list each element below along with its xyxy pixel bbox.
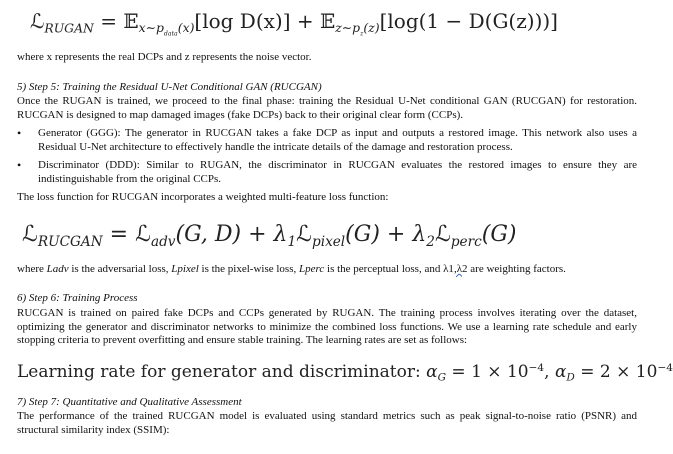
discriminator-bullet-text: Discriminator (DDD): Similar to RUGAN, the discriminator in RUCGAN evaluates the restored images to ensure they are indistinguishable from the original CCPs.: [38, 159, 637, 185]
discriminator-bullet: [17, 159, 637, 187]
step6-heading: 6) Step 6: Training Process: [17, 292, 138, 304]
bullet-dot: •: [17, 126, 22, 140]
bullet-dot: •: [17, 158, 22, 172]
generator-bullet: [17, 127, 637, 155]
generator-bullet-text: Generator (GGG): The generator in RUCGAN takes a fake DCP as input and outputs a restored image. This network also uses a Residual U-Net architecture to effectively handle the intricate details of the damage and restoration process.: [38, 127, 637, 153]
step7-heading: 7) Step 7: Quantitative and Qualitative Assessment: [17, 396, 242, 408]
learning-rate-equation: Learning rate for generator and discriminator: $\alpha_G = 1 \times 10^{-4}$, $\alpha_D = 2 \times 10^{-4}$: [17, 361, 673, 384]
loss-function-intro: The loss function for RUCGAN incorporates a weighted multi-feature loss function:: [17, 191, 389, 203]
where-real-noise-text: where x represents the real DCPs and z represents the noise vector.: [17, 51, 312, 63]
rucgan-loss-equation: ℒ$_{RUCGAN}$ = ℒ$_{adv}$(G, $D) + \lambda_1ℒ_{pixel}(G)$ + $\lambda_2ℒ_{perc}(G)$: [22, 222, 517, 250]
step7-paragraph: The performance of the trained RUCGAN model is evaluated using standard metrics such as peak signal-to-noise ratio (PSNR) and structural similarity index (SSIM):: [17, 410, 637, 436]
step5-paragraph: Once the RUGAN is trained, we proceed to the final phase: training the Residual U-Net conditional GAN (RUCGAN) for restoration. RUCGAN is designed to map damaged images (fake DCPs) back to their original clear form (CCPs).: [17, 95, 637, 121]
rugan-loss-equation: ℒ$_{RUGAN}$ = 𝔼$_{x\sim p_{data}(x)}$[log D(x)] + 𝔼$_{z\sim p_z(z)}$[log(1 − D(G(z)))]: [30, 9, 558, 38]
loss-terms-description: where Ladv is the adversarial loss, Lpixel is the pixel-wise loss, Lperc is the perceptual loss, and λ1,λ2 are weighting factors.: [17, 263, 566, 275]
spellcheck-underline: ,λ: [453, 263, 463, 275]
step6-paragraph: RUCGAN is trained on paired fake DCPs and CCPs generated by RUGAN. The training process involves iterating over the dataset, optimizing the generator and discriminator networks to minimize the combined loss functions. We use a learning rate schedule and early stopping criteria to prevent overfitting and ensure stable training. The learning rates are set as follows:: [17, 307, 637, 346]
step5-heading: 5) Step 5: Training the Residual U-Net Conditional GAN (RUCGAN): [17, 81, 322, 93]
